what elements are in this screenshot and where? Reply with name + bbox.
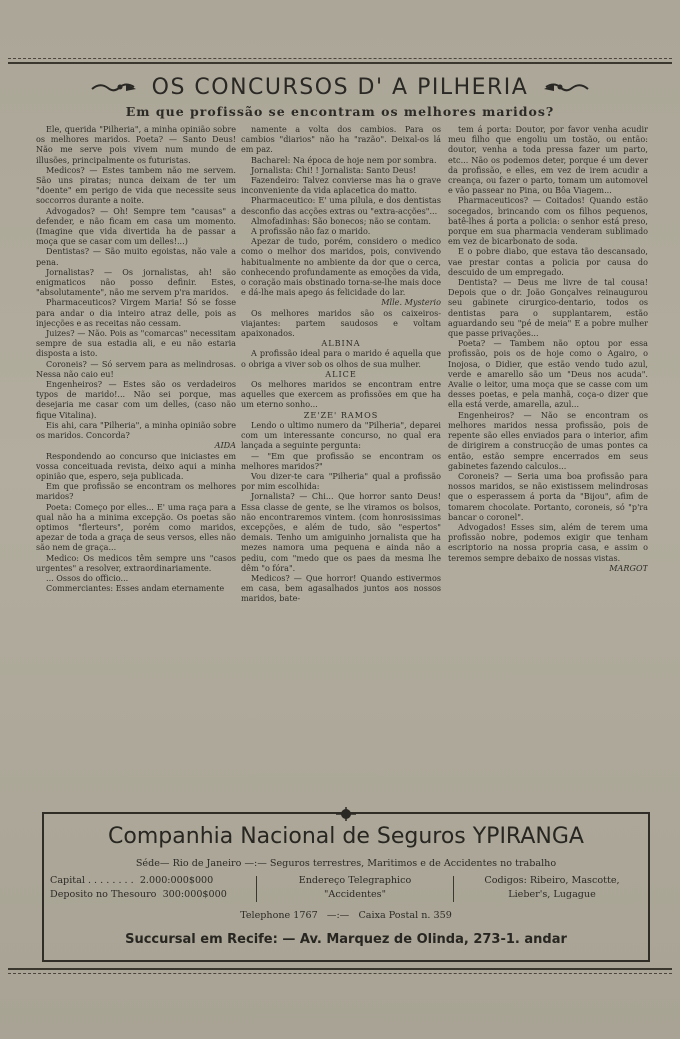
ad-capital-block bbox=[50, 874, 248, 904]
codes-label: Codigos: Ribeiro, Mascotte, bbox=[484, 875, 620, 886]
article-paragraph: Advogados! Esses sim, além de terem uma profissão nobre, podemos exigir que tenham escriptorio na nossa propria casa, e assim o teremos sempre debaixo de nossas vistas. bbox=[448, 521, 648, 563]
emblem-icon bbox=[335, 806, 357, 822]
text-column-3 bbox=[448, 124, 648, 804]
deposit-value: 300:000$000 bbox=[162, 889, 227, 900]
author-signature: ALBINA bbox=[321, 338, 361, 349]
ad-headquarters-line: Séde— Rio de Janeiro —:— Seguros terrestres, Maritimos e de Accidentes no trabalho bbox=[135, 858, 557, 869]
ad-details-grid bbox=[50, 874, 642, 904]
article-paragraph: Pharmaceutico: E' uma pilula, e dos dentistas desconfio das acções extras ou "extra-acções"... bbox=[241, 195, 441, 216]
article-paragraph: A profissão não faz o marido. bbox=[251, 226, 371, 237]
bottom-divider bbox=[8, 973, 672, 974]
article-paragraph: Coroneis? — Só servem para as melindrosas. Nessa não caio eu! bbox=[36, 358, 236, 379]
ad-company-name: Companhia Nacional de Seguros YPIRANGA bbox=[108, 824, 584, 849]
article-paragraph: Vou dizer-te cara "Pilheria" qual a profissão por mim escolhida: bbox=[241, 470, 441, 492]
phone-number: Telephone 1767 bbox=[240, 910, 318, 921]
article-paragraph: Juizes? — Não. Pois as "comarcas" necessitam sempre de sua estadia ali, e eu não estaria disposta a isto. bbox=[36, 328, 236, 359]
ad-branch-address: Succursal em Recife: — Av. Marquez de Olinda, 273-1. andar bbox=[125, 932, 567, 947]
author-signature: ZE'ZE' RAMOS bbox=[303, 409, 379, 420]
ad-contact-line bbox=[44, 910, 648, 921]
article-paragraph: Os melhores maridos são os caixeiros-viajantes: partem saudosos e voltam apaixonados. bbox=[241, 307, 441, 339]
article-paragraph: A profissão ideal para o marido é aquella que o obriga a viver sob os olhos de sua mulher. bbox=[241, 348, 441, 369]
telegraph-value: "Accidentes" bbox=[323, 889, 387, 900]
right-ornament-icon bbox=[542, 79, 590, 95]
article-paragraph: Engenheiros? — Não se encontram os melhores maridos nessa profissão, pois de repente são elles enviados para o interior, afim de dirigirem a construcção de umas pontes ca então, estão sempre encerrados em seus gabinetes fazendo calculos... bbox=[448, 409, 648, 471]
text-column-1 bbox=[36, 124, 236, 804]
article-paragraph: Bacharel: Na época de hoje nem por sombra. bbox=[251, 154, 437, 165]
author-signature: MARGOT bbox=[609, 562, 648, 573]
top-divider bbox=[8, 58, 672, 59]
article-paragraph: Poeta: Começo por elles... E' uma raça para a qual não ha a minima excepção. Os poetas são optimos "flerteurs", porém como maridos, apezar de toda a graça de seus versos, elles não são nem de graça... bbox=[36, 501, 236, 553]
article-paragraph: Commerciantes: Esses andam eternamente bbox=[46, 583, 225, 594]
article-paragraph: Pharmaceuticos? — Coitados! Quando estão socegados, brincando com os filhos pequenos, batê-lhes á porta a policia: o senhor está preso, porque em sua pharmacia venderam sublimado em vez de bicarbonato de soda. bbox=[448, 195, 648, 247]
article-paragraph: Medico: Os medicos têm sempre uns "casos urgentes" a resolver, extraordinariamente. bbox=[36, 552, 236, 573]
article-paragraph: namente a volta dos cambios. Para os cambios "diarios" não ha "razão". Deixal-os lá em paz. bbox=[241, 124, 441, 155]
article-paragraph: Respondendo ao concurso que iniciastes em vossa conceituada revista, deixo aqui a minha opinião que, espero, seja publicada. bbox=[36, 450, 236, 481]
article-paragraph: Eis ahi, cara "Pilheria", a minha opinião sobre os maridos. Concorda? bbox=[36, 419, 236, 441]
article-paragraph: Dentista? — Deus me livre de tal cousa! Depois que o dr. João Gonçalves reinaugurou seu gabinete cirurgico-dentario, todos os dentistas para o supplantarem, estão aguardando seu "pé de meia" E a pobre mulher que passe privações... bbox=[448, 277, 648, 339]
insurance-advertisement bbox=[42, 812, 650, 962]
article-paragraph: Coroneis? — Seria uma boa profissão para nossos maridos, se não existissem melindrosas que o esperassem á porta da "Bijou", afim de tomarem chocolate. Portanto, coroneis, só "p'ra bancar o coronel". bbox=[448, 470, 648, 522]
article-paragraph: Advogados? — Oh! Sempre tem "causas" a defender, e não ficam em casa um momento. (Imagine que vida divertida ha de passar a moça que se casar com um delles!...) bbox=[36, 205, 236, 247]
subtitle: Em que profissão se encontram os melhores maridos? bbox=[125, 104, 555, 119]
postal-box: Caixa Postal n. 359 bbox=[358, 910, 452, 921]
author-signature: Mlle. Mysterio bbox=[381, 297, 441, 308]
article-paragraph: ... Ossos do officio... bbox=[46, 572, 129, 583]
article-paragraph: Jornalista? — Chi... Que horror santo Deus! Essa classe de gente, se lhe viramos os bolsos, não encontraremos vintem. (com honrosissimas excepções, e além de tudo, são "espertos" demais. Tenho um amiguinho jornalista que ha mezes namora uma pequena e ainda não a pediu, com "medo que os paes da mesma lhe dêm "o fóra". bbox=[241, 491, 441, 573]
author-signature: ALICE bbox=[325, 368, 357, 379]
capital-label: Capital . . . . . . . . bbox=[50, 875, 134, 886]
ad-codes-block bbox=[462, 874, 642, 904]
article-paragraph: Pharmaceuticos? Virgem Maria! Só se fosse para andar o dia inteiro atraz delle, pois as injecções e as receitas não cessam. bbox=[36, 297, 236, 328]
article-paragraph: — "Em que profissão se encontram os melhores maridos?" bbox=[241, 450, 441, 471]
top-divider-solid bbox=[8, 62, 672, 64]
deposit-label: Deposito no Thesouro bbox=[50, 889, 157, 900]
page-title: OS CONCURSOS D' A PILHERIA bbox=[151, 74, 529, 100]
article-paragraph: Os melhores maridos se encontram entre aquelles que exercem as profissões em que ha um eterno sonho... bbox=[241, 379, 441, 410]
article-paragraph: Em que profissão se encontram os melhores maridos? bbox=[36, 481, 236, 502]
article-paragraph: Almofadinhas: São bonecos; não se contam. bbox=[251, 215, 431, 226]
article-paragraph: Jornalista: Chi! ! Jornalista: Santo Deus! bbox=[251, 164, 417, 175]
article-paragraph: Lendo o ultimo numero da "Pilheria", deparei com um interessante concurso, no qual era lançada a seguinte pergunta: bbox=[241, 419, 441, 451]
text-column-2 bbox=[241, 124, 441, 804]
capital-value: 2.000:000$000 bbox=[139, 875, 214, 886]
ad-separator bbox=[453, 876, 454, 902]
article-paragraph: Poeta? — Tambem não optou por essa profissão, pois os de hoje como o Agairo, o Inojosa, o Didier, que estão vendo tudo azul, verde e amarello são um "Deus nos acuda". Avalie o leitor, uma moça que se casse com um desses poetas, e pela manhã, coça-o dizer que ella está verde, amarella, azul... bbox=[448, 338, 648, 410]
telegraph-label: Endereço Telegraphico bbox=[298, 875, 412, 886]
article-paragraph: Medicos? — Que horror! Quando estivermos em casa, bem agasalhados juntos aos nossos maridos, bate- bbox=[241, 572, 441, 604]
article-paragraph: Medicos? — Estes tambem não me servem. São uns piratas; nunca deixam de ter um "doente" em perigo de vida que necessite seus soccorros durante a noite. bbox=[36, 164, 236, 206]
codes-value: Lieber's, Lugague bbox=[508, 889, 596, 900]
article-paragraph: E o pobre diabo, que estava tão descansado, vae prestar contas a policia por causa do descuido de um empregado. bbox=[448, 246, 648, 277]
title-row bbox=[0, 70, 680, 104]
contact-separator: —:— bbox=[326, 910, 350, 921]
left-ornament-icon bbox=[90, 79, 138, 95]
article-paragraph: Dentistas? — São muito egoistas, não vale a pena. bbox=[36, 246, 236, 267]
article-paragraph: Jornalistas? — Os jornalistas, ah! são enigmaticos não posso definir. Estes, "absolutamente", não me servem p'ra maridos. bbox=[36, 266, 236, 298]
ad-separator bbox=[256, 876, 257, 902]
article-paragraph: Apezar de tudo, porém, considero o medico como o melhor dos maridos, pois, convivendo habitualmente no ambiente da dor que o cerca, conhecendo profundamente as emoções da vida, o coração mais obstinado torna-se-lhe mais doce e dá-lhe mais apego ás felicidade do lar. bbox=[241, 236, 441, 298]
author-signature: AIDA bbox=[214, 440, 236, 451]
article-paragraph: Ele, querida "Pilheria", a minha opinião sobre os melhores maridos. Poeta? — Santo Deus! Não me serve pois vivem num mundo de illusões, principalmente os futuristas. bbox=[36, 124, 236, 165]
bottom-divider-solid bbox=[8, 968, 672, 970]
article-paragraph: Fazendeiro: Talvez convierse mas ha o grave inconveniente da vida aplacetica do matto. bbox=[241, 175, 441, 196]
article-paragraph: Engenheiros? — Estes são os verdadeiros typos de marido!... Não sei porque, mas desejaria me casar com um delles, (caso não fique Vitalina). bbox=[36, 379, 236, 420]
ad-telegraph-block bbox=[265, 874, 445, 904]
article-paragraph: tem á porta: Doutor, por favor venha acudir meu filho que engoliu um tostão, ou então: doutor, venha a toda pressa fazer um parto, etc... Não os podemos deter, porque é um dever da profissão, e elles, em vez de irem acudir a creança, ou fazer o parto, tomam um automovel e vão passear no Pina, ou Bôa Viagem... bbox=[448, 124, 648, 196]
